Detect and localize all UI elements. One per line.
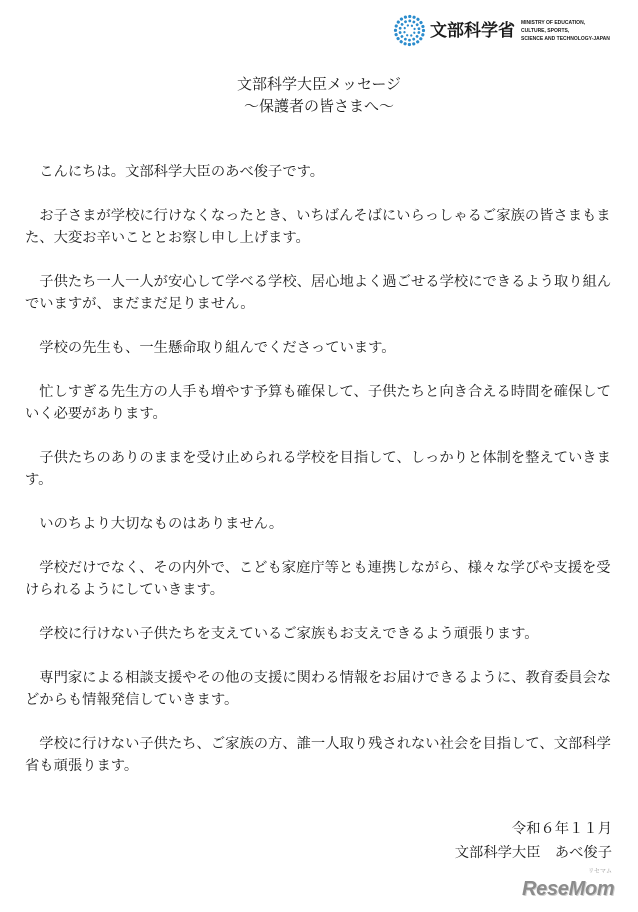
paragraph-line: どからも情報発信していきます。: [25, 692, 239, 708]
paragraph: [25, 337, 613, 359]
paragraph: [25, 667, 613, 711]
paragraph-line: 専門家による相談支援やその他の支援に関わる情報をお届けできるように、教育委員会な: [39, 670, 612, 686]
paragraph: [25, 447, 613, 491]
paragraph: [25, 161, 613, 183]
paragraph-line: 子供たち一人一人が安心して学べる学校、居心地よく過ごせる学校にできるよう取り組ん: [39, 274, 612, 290]
message-body: [25, 161, 613, 799]
paragraph: [25, 623, 613, 645]
paragraph-line: 学校だけでなく、その内外で、こども家庭庁等とも連携しながら、様々な学びや支援を受: [39, 560, 611, 576]
resemom-watermark: [522, 868, 626, 908]
paragraph: [25, 381, 613, 425]
logo-name-en: [521, 19, 610, 43]
watermark-kana: リセマム: [588, 869, 612, 875]
paragraph: [25, 733, 613, 777]
paragraph: [25, 513, 613, 535]
paragraph: [25, 557, 613, 601]
paragraph-line: 省も頑張ります。: [25, 758, 139, 774]
paragraph-line: 学校に行けない子供たちを支えているご家族もお支えできるよう頑張ります。: [39, 626, 539, 642]
paragraph-line: 忙しすぎる先生方の人手も増やす予算も確保して、子供たちと向き合える時間を確保して: [39, 384, 611, 400]
title-block: [0, 74, 638, 118]
paragraph-line: でいますが、まだまだ足りません。: [25, 296, 255, 312]
logo-name-ja: 文部科学省: [430, 21, 515, 40]
paragraph-line: た、大変お辛いこととお察し申し上げます。: [25, 230, 310, 246]
paragraph-line: 子供たちのありのままを受け止められる学校を目指して、しっかりと体制を整えていきま: [39, 450, 611, 466]
logo-name-en-line: SCIENCE AND TECHNOLOGY-JAPAN: [521, 36, 610, 42]
paragraph-line: 学校の先生も、一生懸命取り組んでくださっています。: [39, 340, 396, 356]
paragraph-line: 学校に行けない子供たち、ご家族の方、誰一人取り残されない社会を目指して、文部科学: [39, 736, 611, 752]
paragraph-line: いく必要があります。: [25, 406, 167, 422]
paragraph-line: いのちより大切なものはありません。: [39, 516, 284, 532]
mext-emblem-icon: [393, 14, 426, 47]
closing-block: [455, 817, 612, 865]
letter-signature: 文部科学大臣 あべ俊子: [454, 845, 612, 861]
logo-name-en-line: MINISTRY OF EDUCATION,: [521, 20, 586, 26]
document-subtitle: ～保護者の皆さまへ～: [243, 98, 394, 115]
watermark-brand: ReseMom: [522, 878, 615, 900]
paragraph-line: す。: [25, 472, 53, 488]
document-title: 文部科学大臣メッセージ: [236, 76, 402, 93]
paragraph-line: けられるようにしていきます。: [25, 582, 225, 598]
paragraph: [25, 271, 613, 315]
logo-name-en-line: CULTURE, SPORTS,: [521, 28, 570, 34]
letter-date: 令和６年１１月: [511, 821, 612, 837]
mext-logo: [393, 14, 609, 48]
paragraph: [25, 205, 613, 249]
paragraph-line: こんにちは。文部科学大臣のあべ俊子です。: [39, 164, 325, 180]
paragraph-line: お子さまが学校に行けなくなったとき、いちばんそばにいらっしゃるご家族の皆さまもま: [39, 208, 611, 224]
